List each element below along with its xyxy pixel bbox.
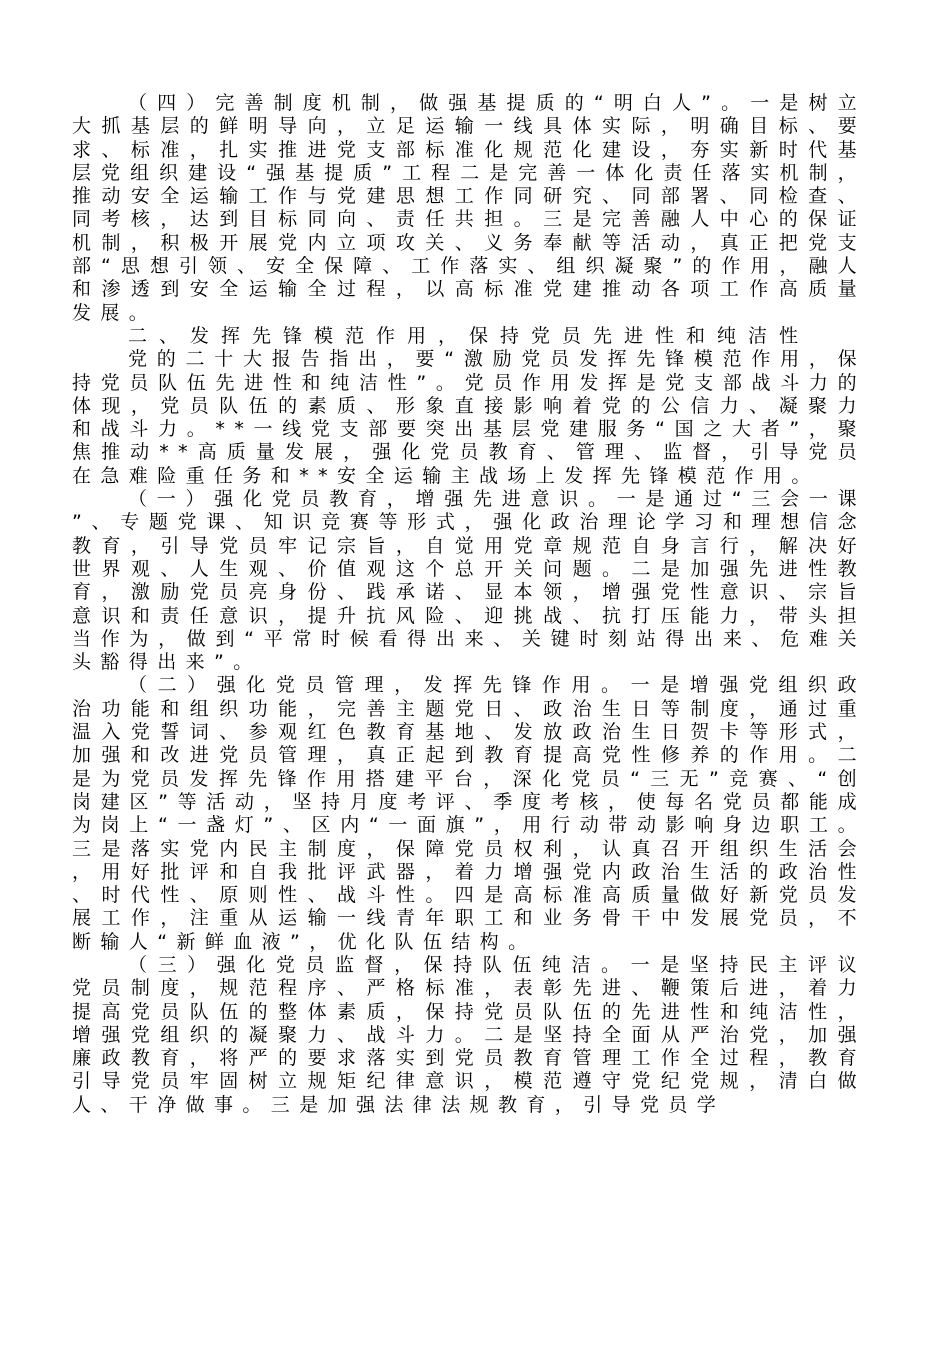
paragraph-party-education: （一）强化党员教育，增强先进意识。一是通过“三会一课”、专题党课、知识竞赛等形式，强化政治理论学习和理想信念教育，引导党员牢记宗旨，自觉用党章规范自身言行，解决好世界观、人生观、价值观这个总开关问题。二是加强先进性教育，激励党员亮身份、践承诺、显本领，增强党性意识、宗旨意识和责任意识，提升抗风险、迎挑战、抗打压能力，带头担当作为，做到“平常时候看得出来、关键时刻站得出来、危难关头豁得出来”。 — [72, 488, 866, 674]
paragraph-section-4-system: （四）完善制度机制，做强基提质的“明白人”。一是树立大抓基层的鲜明导向，立足运输一线具体实际，明确目标、要求、标准，扎实推进党支部标准化规范化建设，夯实新时代基层党组织建设“强基提质”工程二是完善一体化责任落实机制，推动安全运输工作与党建思想工作同研究、同部署、同检查、同考核，达到目标同向、责任共担。三是完善融人中心的保证机制，积极开展党内立项攻关、义务奉献等活动，真正把党支部“思想引领、安全保障、工作落实、组织凝聚”的作用，融人和渗透到安全运输全过程，以高标准党建推动各项工作高质量发展。 — [72, 92, 866, 324]
section-heading-two: 二、发挥先锋模范作用，保持党员先进性和纯洁性 — [128, 324, 811, 347]
document-body — [72, 92, 866, 1117]
paragraph-congress-report: 党的二十大报告指出，要“激励党员发挥先锋模范作用，保持党员队伍先进性和纯洁性”。党员作用发挥是党支部战斗力的体现，党员队伍的素质、形象直接影响着党的公信力、凝聚力和战斗力。**一线党支部要突出基层党建服务“国之大者”，聚焦推动**高质量发展，强化党员教育、管理、监督，引导党员在急难险重任务和**安全运输主战场上发挥先锋模范作用。 — [72, 348, 866, 487]
paragraph-party-supervision: （三）强化党员监督，保持队伍纯洁。一是坚持民主评议党员制度，规范程序、严格标准，表彰先进、鞭策后进，着力提高党员队伍的整体素质，保持党员队伍的先进性和纯洁性，增强党组织的凝聚力、战斗力。二是坚持全面从严治党，加强廉政教育，将严的要求落实到党员教育管理工作全过程，教育引导党员牢固树立规矩纪律意识，模范遵守党纪党规，清白做人、干净做事。三是加强法律法规教育，引导党员学 — [72, 953, 866, 1116]
paragraph-party-management: （二）强化党员管理，发挥先锋作用。一是增强党组织政治功能和组织功能，完善主题党日、政治生日等制度，通过重温入党誓词、参观红色教育基地、发放政治生日贺卡等形式，加强和改进党员管理，真正起到教育提高党性修养的作用。二是为党员发挥先锋作用搭建平台，深化党员“三无”竞赛、“创岗建区”等活动，坚持月度考评、季度考核，使每名党员都能成为岗上“一盏灯”、区内“一面旗”，用行动带动影响身边职工。三是落实党内民主制度，保障党员权利，认真召开组织生活会，用好批评和自我批评武器，着力增强党内政治生活的政治性、时代性、原则性、战斗性。四是高标准高质量做好新党员发展工作，注重从运输一线青年职工和业务骨干中发展党员，不断输人“新鲜血液”，优化队伍结构。 — [72, 674, 866, 953]
